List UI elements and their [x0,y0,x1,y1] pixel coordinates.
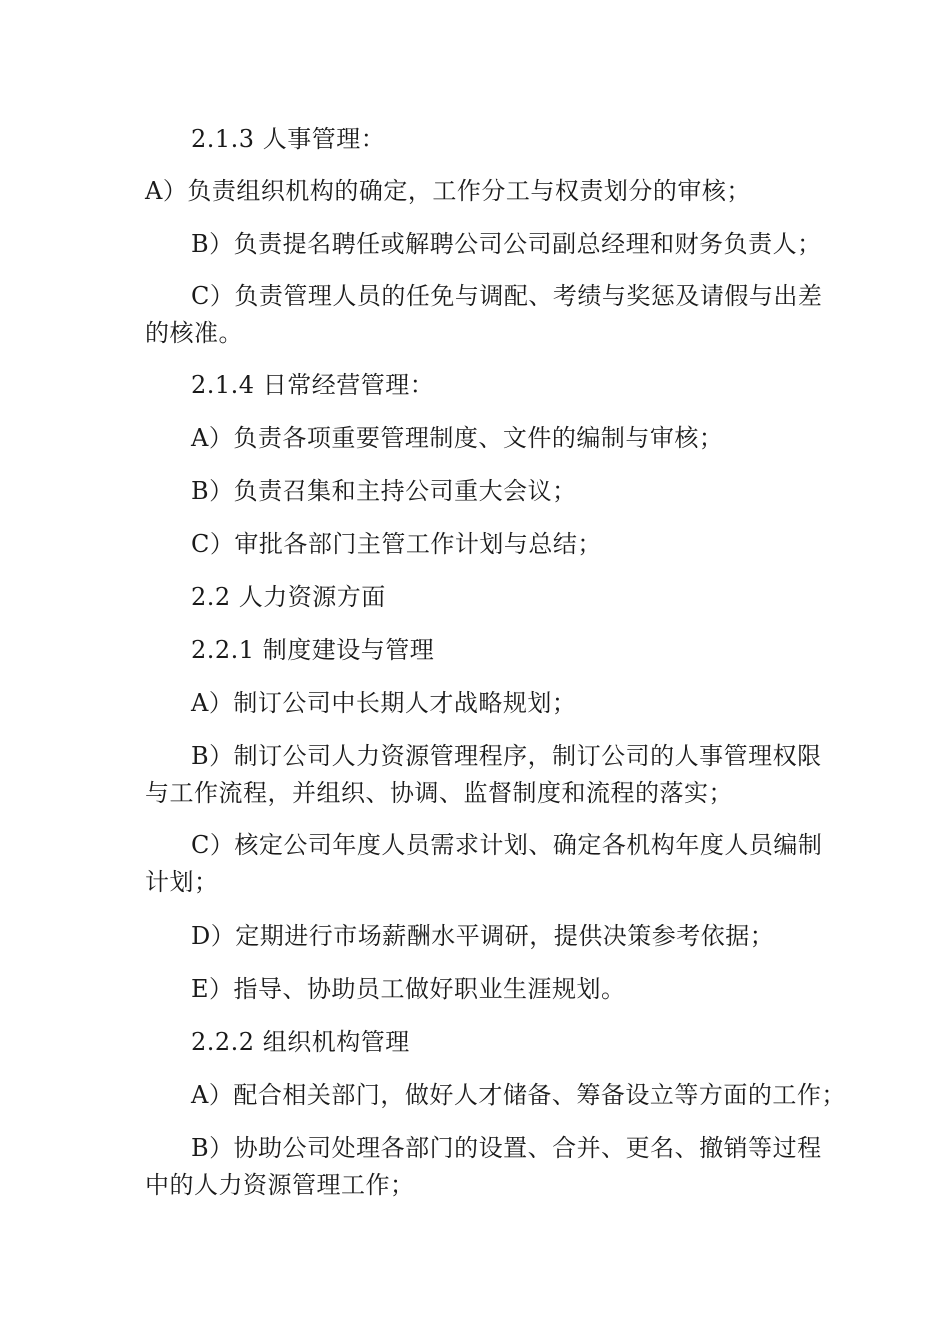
text-line: C）核定公司年度人员需求计划、确定各机构年度人员编制 [191,831,823,859]
text-line: D）定期进行市场薪酬水平调研，提供决策参考依据； [191,922,775,950]
text-line: 的核准。 [145,319,243,347]
paragraph [145,685,815,722]
text-line: E）指导、协助员工做好职业生涯规划。 [191,975,626,1003]
paragraph [145,278,823,352]
section-heading-2-2-1 [145,632,815,669]
text-line: 2.2.1 制度建设与管理 [191,636,435,664]
paragraph [145,827,823,901]
text-line: 计划； [145,868,219,896]
text-line: B）负责提名聘任或解聘公司公司副总经理和财务负责人； [191,230,822,258]
section-heading-2-1-3 [145,121,815,158]
paragraph [145,226,822,263]
text-line: A）配合相关部门，做好人才储备、筹备设立等方面的工作； [191,1081,846,1109]
section-heading-2-2 [145,579,815,616]
text-line: 2.2 人力资源方面 [191,583,386,611]
text-line: 2.2.2 组织机构管理 [191,1028,410,1056]
text-line: A）制订公司中长期人才战略规划； [191,689,577,717]
paragraph [145,971,815,1008]
text-line: B）负责召集和主持公司重大会议； [191,477,577,505]
paragraph [145,473,815,510]
text-line: B）制订公司人力资源管理程序，制订公司的人事管理权限 [191,742,822,770]
paragraph [145,1130,822,1204]
paragraph [145,420,815,457]
text-line: B）协助公司处理各部门的设置、合并、更名、撤销等过程 [191,1134,822,1162]
text-line: C）审批各部门主管工作计划与总结； [191,530,602,558]
text-line: A）负责组织机构的确定，工作分工与权责划分的审核； [145,177,751,205]
text-line: A）负责各项重要管理制度、文件的编制与审核； [191,424,724,452]
text-line: 2.1.4 日常经营管理： [191,371,435,399]
text-line: 2.1.3 人事管理： [191,125,386,153]
paragraph [145,738,822,812]
text-line: C）负责管理人员的任免与调配、考绩与奖惩及请假与出差 [191,282,823,310]
text-line: 中的人力资源管理工作； [145,1171,415,1199]
paragraph [145,1077,846,1114]
text-line: 与工作流程，并组织、协调、监督制度和流程的落实； [145,779,733,807]
paragraph [145,526,815,563]
section-heading-2-2-2 [145,1024,815,1061]
paragraph [145,918,815,955]
paragraph [145,173,815,210]
section-heading-2-1-4 [145,367,815,404]
